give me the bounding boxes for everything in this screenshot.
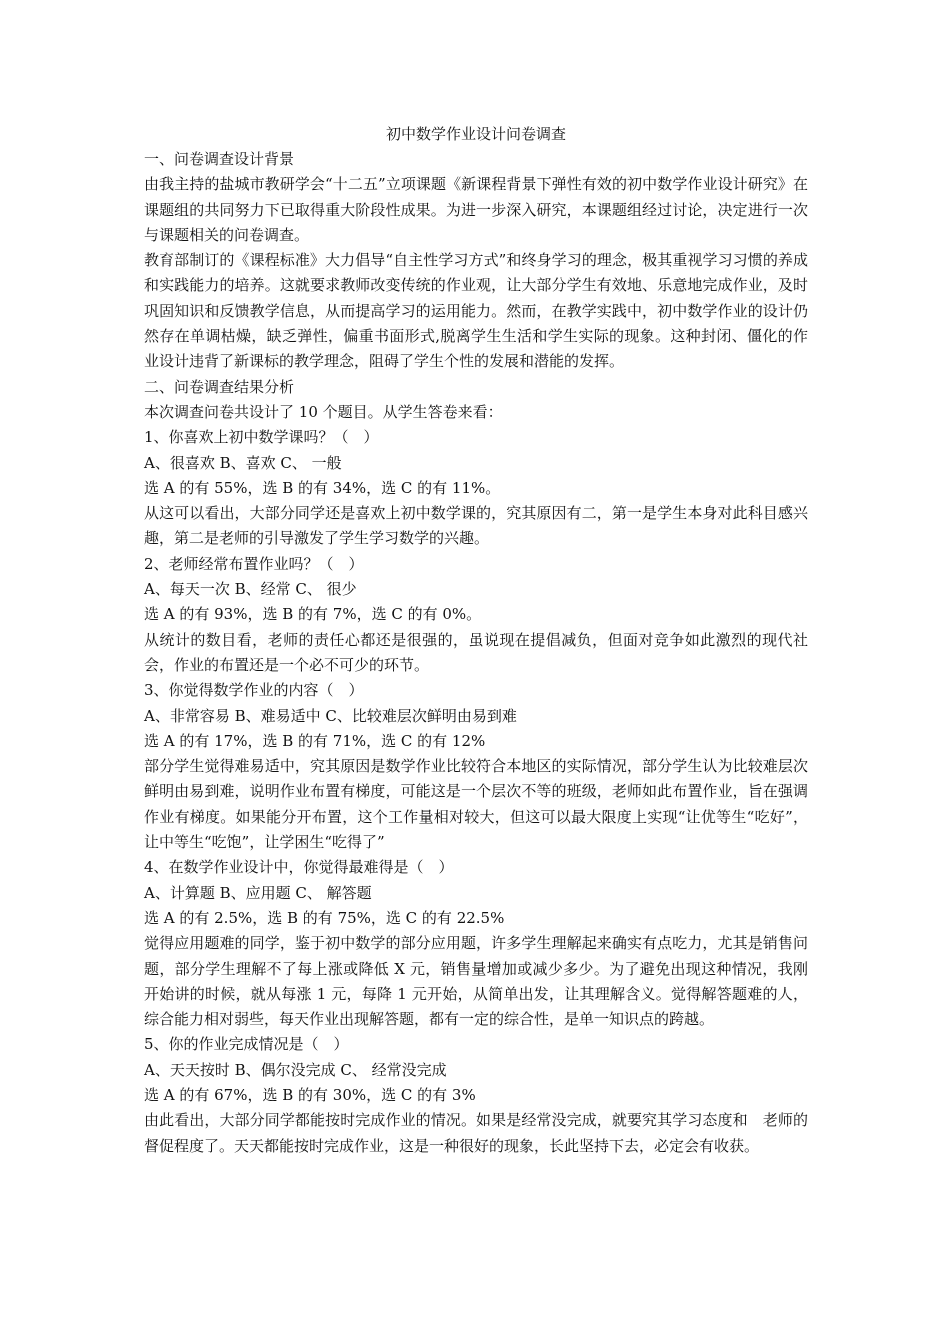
question-options: A、计算题 B、应用题 C、 解答题 [144, 883, 372, 902]
question-result: 选 A 的有 67%，选 B 的有 30%，选 C 的有 3% [144, 1085, 476, 1104]
section-heading: 一、问卷调查设计背景 [144, 150, 295, 168]
question-analysis: 从统计的数目看，老师的责任心都还是很强的，虽说现在提倡减负，但面对竞争如此激烈的现代社会，作业的布置还是一个必不可少的环节。 [144, 630, 808, 674]
question-result: 选 A 的有 93%，选 B 的有 7%，选 C 的有 0%。 [144, 605, 482, 624]
question-analysis: 从这可以看出，大部分同学还是喜欢上初中数学课的，究其原因有二，第一是学生本身对此科目感兴趣，第二是老师的引导激发了学生学习数学的兴趣。 [144, 504, 808, 548]
question-result: 选 A 的有 2.5%，选 B 的有 75%，选 C 的有 22.5% [144, 908, 505, 927]
question-options: A、每天一次 B、经常 C、 很少 [144, 580, 357, 599]
paragraph: 本次调查问卷共设计了 10 个题目。从学生答卷来看： [144, 402, 503, 421]
question-result: 选 A 的有 55%，选 B 的有 34%，选 C 的有 11%。 [144, 478, 501, 497]
question-options: A、很喜欢 B、喜欢 C、 一般 [144, 453, 342, 472]
question: 3、你觉得数学作业的内容（ ） [144, 681, 364, 700]
question-analysis: 觉得应用题难的同学，鉴于初中数学的部分应用题，许多学生理解起来确实有点吃力，尤其是销售问题，部分学生理解不了每上涨或降低 X 元，销售量增加或减少多少。为了避免出现这种情况，我刚开始讲的时候，就从每涨 1 元，每降 1 元开始，从简单出发，让其理解含义。觉得解答题难的人，综合能力相对弱些，每天作业出现解答题，都有一定的综合性，是单一知识点的跨越。 [144, 934, 808, 1029]
question: 4、在数学作业设计中，你觉得最难得是（ ） [144, 858, 454, 877]
paragraph: 教育部制订的《课程标准》大力倡导“自主性学习方式”和终身学习的理念，极其重视学习习惯的养成和实践能力的培养。这就要求教师改变传统的作业观，让大部分学生有效地、乐意地完成作业，及时巩固知识和反馈教学信息，从而提高学习的运用能力。然而，在教学实践中，初中数学作业的设计仍然存在单调枯燥，缺乏弹性，偏重书面形式,脱离学生生活和学生实际的现象。这种封闭、僵化的作业设计违背了新课标的教学理念，阻碍了学生个性的发展和潜能的发挥。 [144, 251, 808, 371]
question: 1、你喜欢上初中数学课吗？（ ） [144, 428, 379, 447]
section-heading: 二、问卷调查结果分析 [144, 377, 295, 396]
question-analysis: 部分学生觉得难易适中，究其原因是数学作业比较符合本地区的实际情况，部分学生认为比较难层次鲜明由易到难，说明作业布置有梯度，可能这是一个层次不等的班级，老师如此布置作业，旨在强调作业有梯度。如果能分开布置，这个工作量相对较大，但这可以最大限度上实现“让优等生“吃好”，让中等生“吃饱”，让学困生“吃得了” [144, 757, 808, 852]
document-title: 初中数学作业设计问卷调查 [385, 125, 566, 143]
document-page [144, 122, 808, 1159]
question-analysis: 由此看出，大部分同学都能按时完成作业的情况。如果是经常没完成，就要究其学习态度和 老师的督促程度了。天天都能按时完成作业，这是一种很好的现象，长此坚持下去，必定会有收获。 [144, 1111, 808, 1155]
question: 5、你的作业完成情况是（ ） [144, 1035, 349, 1054]
question: 2、老师经常布置作业吗？（ ） [144, 554, 364, 573]
question-options: A、非常容易 B、难易适中 C、比较难层次鲜明由易到难 [144, 706, 517, 725]
paragraph: 由我主持的盐城市教研学会“十二五”立项课题《新课程背景下弹性有效的初中数学作业设计研究》在课题组的共同努力下已取得重大阶段性成果。为进一步深入研究，本课题组经过讨论，决定进行一次与课题相关的问卷调查。 [144, 175, 808, 244]
question-result: 选 A 的有 17%，选 B 的有 71%，选 C 的有 12% [144, 731, 486, 750]
question-options: A、天天按时 B、偶尔没完成 C、 经常没完成 [144, 1060, 447, 1079]
